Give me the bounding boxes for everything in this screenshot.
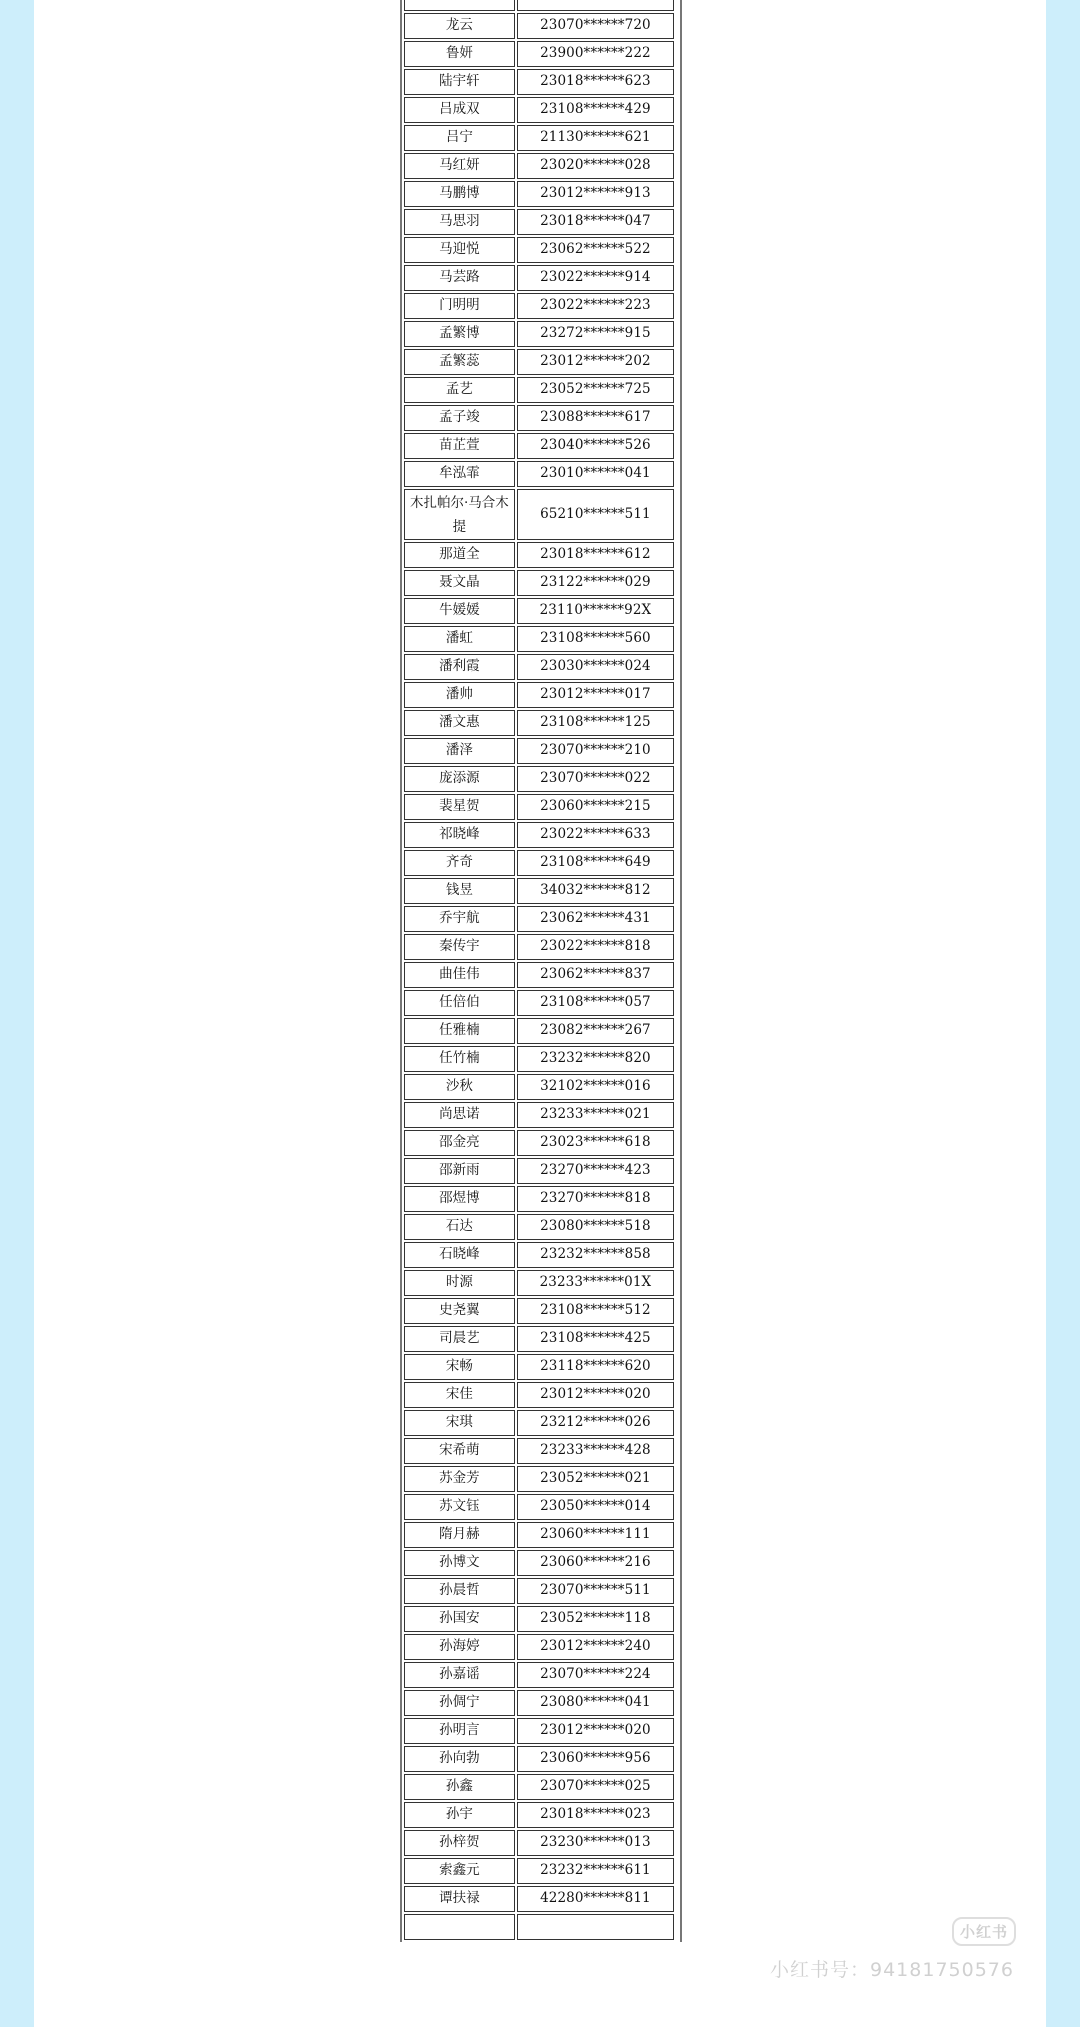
table-row bbox=[404, 1438, 674, 1464]
table-row bbox=[404, 405, 674, 431]
table-row bbox=[404, 1018, 674, 1044]
id-number-cell: 23030******024 bbox=[517, 654, 674, 680]
table-row bbox=[404, 1858, 674, 1884]
table-row bbox=[404, 433, 674, 459]
table-row bbox=[404, 710, 674, 736]
name-cell: 裴星贺 bbox=[404, 794, 515, 820]
name-cell: 宋希萌 bbox=[404, 1438, 515, 1464]
table-row bbox=[404, 1046, 674, 1072]
name-cell: 鲁妍 bbox=[404, 41, 515, 67]
id-number-cell: 23070******511 bbox=[517, 1578, 674, 1604]
name-cell: 孙梓贺 bbox=[404, 1830, 515, 1856]
name-cell: 曲佳伟 bbox=[404, 962, 515, 988]
id-number-cell: 23012******020 bbox=[517, 1718, 674, 1744]
id-number-cell: 23108******057 bbox=[517, 990, 674, 1016]
table-row bbox=[404, 1298, 674, 1324]
id-number-cell: 23023******618 bbox=[517, 1130, 674, 1156]
name-cell: 门明明 bbox=[404, 293, 515, 319]
name-cell: 石达 bbox=[404, 1214, 515, 1240]
id-number-cell: 23900******222 bbox=[517, 41, 674, 67]
name-cell: 苏文钰 bbox=[404, 1494, 515, 1520]
name-cell: 孙国安 bbox=[404, 1606, 515, 1632]
name-cell: 孙明言 bbox=[404, 1718, 515, 1744]
name-cell: 石晓峰 bbox=[404, 1242, 515, 1268]
id-number-cell: 23070******224 bbox=[517, 1662, 674, 1688]
table-row bbox=[404, 1242, 674, 1268]
name-cell: 司晨艺 bbox=[404, 1326, 515, 1352]
name-cell: 孟繁蕊 bbox=[404, 349, 515, 375]
name-cell: 孙晨哲 bbox=[404, 1578, 515, 1604]
table-row bbox=[404, 489, 674, 540]
id-number-cell: 42280******811 bbox=[517, 1886, 674, 1912]
id-number-cell: 23062******522 bbox=[517, 237, 674, 263]
roster-table-body bbox=[404, 0, 674, 1940]
watermark bbox=[770, 1923, 1042, 2003]
id-number-cell: 23012******020 bbox=[517, 1382, 674, 1408]
table-row bbox=[404, 209, 674, 235]
table-row bbox=[404, 682, 674, 708]
id-number-cell: 23088******617 bbox=[517, 405, 674, 431]
name-cell: 龙云 bbox=[404, 13, 515, 39]
table-row bbox=[404, 1382, 674, 1408]
id-number-cell: 23020******028 bbox=[517, 153, 674, 179]
table-row bbox=[404, 906, 674, 932]
name-cell: 祁晓峰 bbox=[404, 822, 515, 848]
id-number-cell: 23070******210 bbox=[517, 738, 674, 764]
table-row bbox=[404, 1270, 674, 1296]
id-number-cell: 23108******429 bbox=[517, 97, 674, 123]
id-number-cell: 23052******021 bbox=[517, 1466, 674, 1492]
id-number-cell: 65210******511 bbox=[517, 489, 674, 540]
name-cell: 沙秋 bbox=[404, 1074, 515, 1100]
name-cell: 任倍伯 bbox=[404, 990, 515, 1016]
table-row bbox=[404, 1102, 674, 1128]
id-number-cell: 23108******512 bbox=[517, 1298, 674, 1324]
table-row bbox=[404, 349, 674, 375]
id-number-cell bbox=[517, 0, 674, 11]
name-cell: 潘利霞 bbox=[404, 654, 515, 680]
name-cell: 孟繁博 bbox=[404, 321, 515, 347]
id-number-cell: 23122******029 bbox=[517, 570, 674, 596]
table-row bbox=[404, 1774, 674, 1800]
table-row bbox=[404, 1662, 674, 1688]
id-number-cell: 23012******017 bbox=[517, 682, 674, 708]
id-number-cell: 34032******812 bbox=[517, 878, 674, 904]
name-cell: 陆宇轩 bbox=[404, 69, 515, 95]
name-cell: 孙倜宁 bbox=[404, 1690, 515, 1716]
name-cell: 宋畅 bbox=[404, 1354, 515, 1380]
name-cell: 孙海婷 bbox=[404, 1634, 515, 1660]
id-number-cell: 23012******240 bbox=[517, 1634, 674, 1660]
name-cell: 孟子竣 bbox=[404, 405, 515, 431]
table-row bbox=[404, 1158, 674, 1184]
id-number-cell: 23018******623 bbox=[517, 69, 674, 95]
id-number-cell: 23060******216 bbox=[517, 1550, 674, 1576]
name-cell: 吕成双 bbox=[404, 97, 515, 123]
id-number-cell: 32102******016 bbox=[517, 1074, 674, 1100]
table-row bbox=[404, 1690, 674, 1716]
table-row bbox=[404, 1130, 674, 1156]
id-number-cell: 23060******956 bbox=[517, 1746, 674, 1772]
id-number-cell: 23233******01X bbox=[517, 1270, 674, 1296]
name-cell: 乔宇航 bbox=[404, 906, 515, 932]
table-row bbox=[404, 738, 674, 764]
name-cell: 孙博文 bbox=[404, 1550, 515, 1576]
id-number-cell: 23108******649 bbox=[517, 850, 674, 876]
table-row bbox=[404, 766, 674, 792]
id-number-cell: 23060******111 bbox=[517, 1522, 674, 1548]
table-row bbox=[404, 1802, 674, 1828]
id-number-cell: 23060******215 bbox=[517, 794, 674, 820]
table-row bbox=[404, 542, 674, 568]
id-number-cell: 23052******118 bbox=[517, 1606, 674, 1632]
name-cell: 潘虹 bbox=[404, 626, 515, 652]
id-number-cell: 23108******560 bbox=[517, 626, 674, 652]
id-number-cell: 23272******915 bbox=[517, 321, 674, 347]
table-row bbox=[404, 1914, 674, 1940]
table-row bbox=[404, 293, 674, 319]
name-cell: 马芸路 bbox=[404, 265, 515, 291]
name-cell: 苗芷萱 bbox=[404, 433, 515, 459]
name-cell: 任竹楠 bbox=[404, 1046, 515, 1072]
table-row bbox=[404, 1634, 674, 1660]
table-row bbox=[404, 377, 674, 403]
table-row bbox=[404, 570, 674, 596]
table-row bbox=[404, 934, 674, 960]
table-row bbox=[404, 1830, 674, 1856]
name-cell: 史尧翼 bbox=[404, 1298, 515, 1324]
id-number-cell: 23232******858 bbox=[517, 1242, 674, 1268]
name-cell: 牛媛媛 bbox=[404, 598, 515, 624]
name-cell: 尚思诺 bbox=[404, 1102, 515, 1128]
roster-table bbox=[402, 0, 676, 1942]
table-row bbox=[404, 13, 674, 39]
name-cell: 秦传宇 bbox=[404, 934, 515, 960]
name-cell: 孙嘉谣 bbox=[404, 1662, 515, 1688]
id-number-cell: 23070******720 bbox=[517, 13, 674, 39]
name-cell: 吕宁 bbox=[404, 125, 515, 151]
id-number-cell: 23022******223 bbox=[517, 293, 674, 319]
id-number-cell: 23108******125 bbox=[517, 710, 674, 736]
id-number-cell: 23108******425 bbox=[517, 1326, 674, 1352]
name-cell: 任雅楠 bbox=[404, 1018, 515, 1044]
id-number-cell: 23070******022 bbox=[517, 766, 674, 792]
table-row bbox=[404, 69, 674, 95]
id-number-cell: 23010******041 bbox=[517, 461, 674, 487]
table-row bbox=[404, 125, 674, 151]
table-row bbox=[404, 461, 674, 487]
table-row bbox=[404, 1466, 674, 1492]
table-row bbox=[404, 654, 674, 680]
id-number-cell: 23040******526 bbox=[517, 433, 674, 459]
table-row bbox=[404, 1522, 674, 1548]
name-cell: 潘文惠 bbox=[404, 710, 515, 736]
table-row bbox=[404, 1354, 674, 1380]
name-cell: 马红妍 bbox=[404, 153, 515, 179]
id-number-cell: 23018******047 bbox=[517, 209, 674, 235]
table-row bbox=[404, 598, 674, 624]
table-row bbox=[404, 153, 674, 179]
table-row bbox=[404, 181, 674, 207]
watermark-text: 小红书号：9418​1750576 bbox=[770, 1959, 1014, 1981]
id-number-cell: 23018******612 bbox=[517, 542, 674, 568]
name-cell: 木扎帕尔·马合木提 bbox=[404, 489, 515, 540]
id-number-cell: 23233******428 bbox=[517, 1438, 674, 1464]
name-cell bbox=[404, 1914, 515, 1940]
id-number-cell: 23062******431 bbox=[517, 906, 674, 932]
name-cell: 马迎悦 bbox=[404, 237, 515, 263]
id-number-cell: 23212******026 bbox=[517, 1410, 674, 1436]
id-number-cell: 23018******023 bbox=[517, 1802, 674, 1828]
table-row bbox=[404, 626, 674, 652]
id-number-cell: 21130******621 bbox=[517, 125, 674, 151]
id-number-cell: 23230******013 bbox=[517, 1830, 674, 1856]
watermark-logo: 小红书 bbox=[952, 1917, 1016, 1946]
id-number-cell: 23062******837 bbox=[517, 962, 674, 988]
table-row bbox=[404, 822, 674, 848]
name-cell bbox=[404, 0, 515, 11]
id-number-cell: 23270******423 bbox=[517, 1158, 674, 1184]
table-row bbox=[404, 321, 674, 347]
name-cell: 邵煜博 bbox=[404, 1186, 515, 1212]
right-margin-panel bbox=[1046, 0, 1080, 2027]
name-cell: 时源 bbox=[404, 1270, 515, 1296]
table-row bbox=[404, 1214, 674, 1240]
left-margin-panel bbox=[0, 0, 34, 2027]
id-number-cell: 23232******820 bbox=[517, 1046, 674, 1072]
table-row bbox=[404, 990, 674, 1016]
id-number-cell: 23050******014 bbox=[517, 1494, 674, 1520]
name-cell: 潘泽 bbox=[404, 738, 515, 764]
table-row bbox=[404, 962, 674, 988]
name-cell: 马鹏博 bbox=[404, 181, 515, 207]
name-cell: 隋月赫 bbox=[404, 1522, 515, 1548]
table-row bbox=[404, 1494, 674, 1520]
name-cell: 邵金亮 bbox=[404, 1130, 515, 1156]
name-cell: 潘帅 bbox=[404, 682, 515, 708]
id-number-cell: 23110******92X bbox=[517, 598, 674, 624]
name-cell: 牟泓霏 bbox=[404, 461, 515, 487]
id-number-cell: 23052******725 bbox=[517, 377, 674, 403]
table-row bbox=[404, 1186, 674, 1212]
name-cell: 钱昱 bbox=[404, 878, 515, 904]
id-number-cell: 23232******611 bbox=[517, 1858, 674, 1884]
table-row bbox=[404, 1074, 674, 1100]
id-number-cell: 23012******913 bbox=[517, 181, 674, 207]
table-row bbox=[404, 794, 674, 820]
name-cell: 孟艺 bbox=[404, 377, 515, 403]
name-cell: 宋佳 bbox=[404, 1382, 515, 1408]
id-number-cell: 23022******914 bbox=[517, 265, 674, 291]
table-row bbox=[404, 878, 674, 904]
table-row bbox=[404, 0, 674, 11]
table-row bbox=[404, 41, 674, 67]
name-cell: 孙宇 bbox=[404, 1802, 515, 1828]
table-row bbox=[404, 1718, 674, 1744]
table-row bbox=[404, 1410, 674, 1436]
table-row bbox=[404, 1746, 674, 1772]
id-number-cell: 23270******818 bbox=[517, 1186, 674, 1212]
id-number-cell: 23082******267 bbox=[517, 1018, 674, 1044]
id-number-cell: 23080******518 bbox=[517, 1214, 674, 1240]
name-cell: 齐奇 bbox=[404, 850, 515, 876]
name-cell: 孙向勃 bbox=[404, 1746, 515, 1772]
name-cell: 宋琪 bbox=[404, 1410, 515, 1436]
id-number-cell: 23233******021 bbox=[517, 1102, 674, 1128]
id-number-cell: 23022******818 bbox=[517, 934, 674, 960]
name-cell: 那道全 bbox=[404, 542, 515, 568]
name-cell: 邵新雨 bbox=[404, 1158, 515, 1184]
name-cell: 苏金芳 bbox=[404, 1466, 515, 1492]
id-number-cell: 23012******202 bbox=[517, 349, 674, 375]
table-row bbox=[404, 1326, 674, 1352]
table-row bbox=[404, 97, 674, 123]
name-cell: 谭扶禄 bbox=[404, 1886, 515, 1912]
name-cell: 马思羽 bbox=[404, 209, 515, 235]
id-number-cell: 23118******620 bbox=[517, 1354, 674, 1380]
id-number-cell: 23080******041 bbox=[517, 1690, 674, 1716]
name-cell: 聂文晶 bbox=[404, 570, 515, 596]
name-cell: 索鑫元 bbox=[404, 1858, 515, 1884]
table-row bbox=[404, 1578, 674, 1604]
table-row bbox=[404, 265, 674, 291]
id-number-cell bbox=[517, 1914, 674, 1940]
id-number-cell: 23070******025 bbox=[517, 1774, 674, 1800]
table-row bbox=[404, 237, 674, 263]
table-row bbox=[404, 850, 674, 876]
name-cell: 庞添源 bbox=[404, 766, 515, 792]
id-number-cell: 23022******633 bbox=[517, 822, 674, 848]
table-row bbox=[404, 1886, 674, 1912]
table-row bbox=[404, 1606, 674, 1632]
name-cell: 孙鑫 bbox=[404, 1774, 515, 1800]
roster-table-container bbox=[400, 0, 682, 1942]
table-row bbox=[404, 1550, 674, 1576]
